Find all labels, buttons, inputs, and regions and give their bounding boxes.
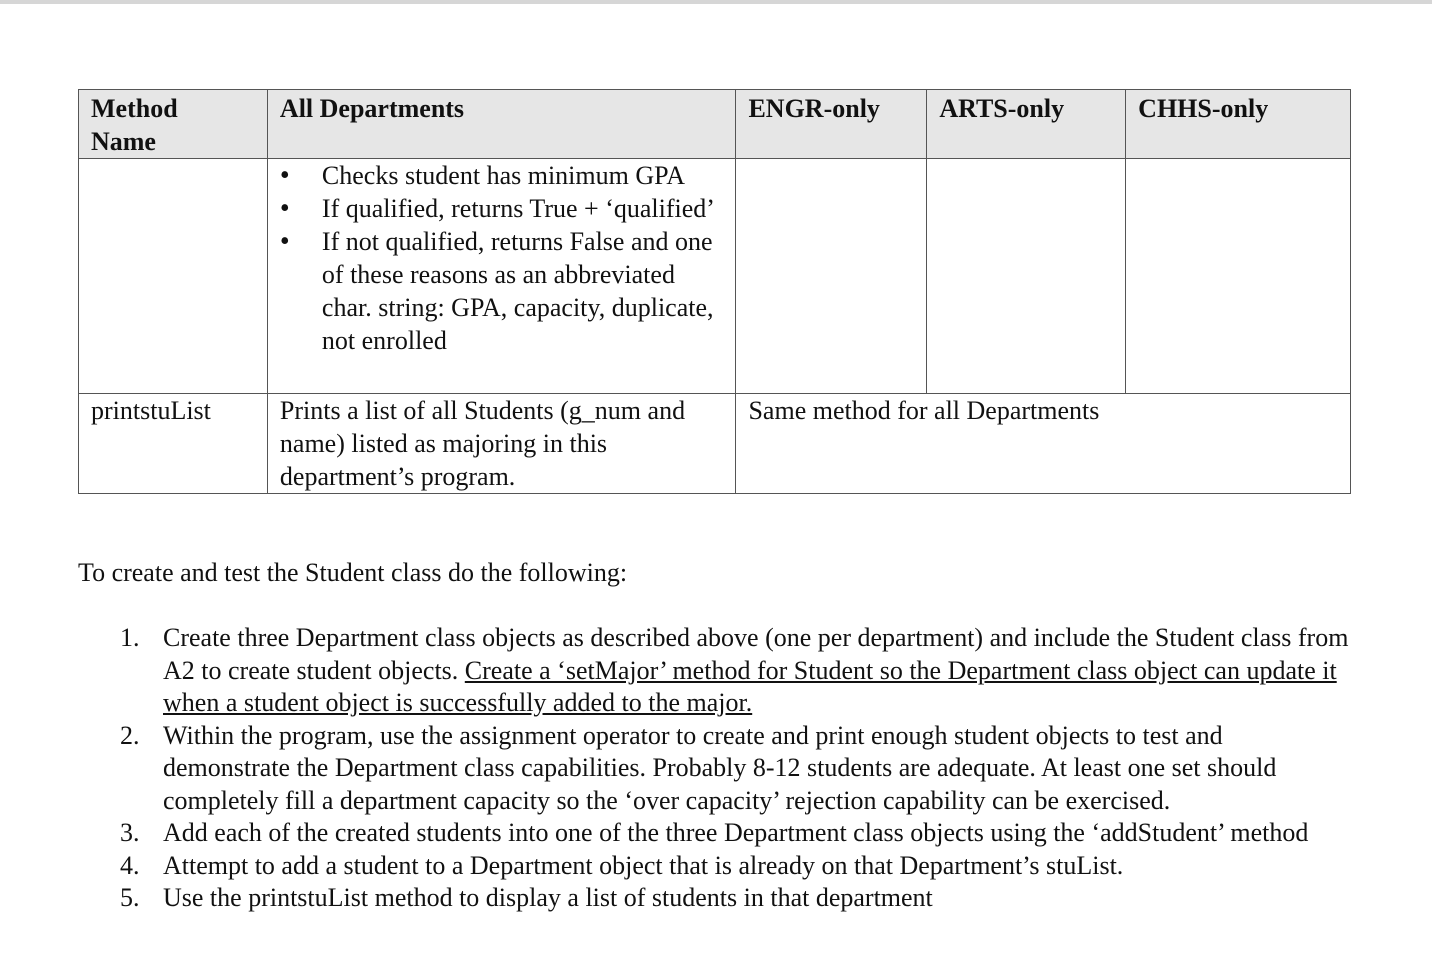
list-item [116, 720, 1356, 818]
header-method-name: Method Name [79, 90, 268, 159]
step-text: Create three Department class objects as described above (one per department) and include the Student class from A2 to create student objects. [163, 623, 1349, 685]
cell-shared-method: Same method for all Departments [736, 394, 1351, 494]
table-header-row [79, 90, 1351, 159]
list-item [116, 882, 1356, 915]
cell-arts-only [927, 159, 1126, 394]
list-item: • If not qualified, returns False and one of these reasons as an abbreviated char. string: GPA, capacity, duplicate, not enrolled [280, 225, 724, 357]
step-underlined-text: Create a ‘setMajor’ method for Student so the Department class object can update it when a student object is successfully added to the major. [163, 655, 1337, 717]
cell-method-name: printstuList [79, 394, 268, 494]
step-text: Within the program, use the assignment operator to create and print enough student objects to test and demonstrate the Department class capabilities. Probably 8-12 students are adequate. At least one set should completely fill a department capacity so the ‘over capacity’ rejection capability can be exercised. [163, 720, 1277, 815]
step-text: Add each of the created students into one of the three Department class objects using the ‘addStudent’ method [163, 818, 1309, 847]
header-arts-only: ARTS-only [927, 90, 1126, 159]
steps-list [116, 622, 1356, 915]
step-number: 5. [120, 883, 140, 912]
step-number: 4. [120, 850, 140, 880]
step-text: Attempt to add a student to a Department object that is already on that Department’s stuList. [163, 850, 1124, 880]
header-all-departments: All Departments [267, 90, 736, 159]
step-text: Use the printstuList method to display a list of students in that department [163, 883, 933, 912]
list-item [116, 850, 1356, 883]
intro-text: To create and test the Student class do the following: [78, 558, 628, 587]
header-engr-only: ENGR-only [736, 90, 927, 159]
step-number: 2. [120, 720, 140, 750]
cell-all-departments: Prints a list of all Students (g_num and name) listed as majoring in this department’s program. [267, 394, 736, 494]
list-item: • If qualified, returns True + ‘qualified’ [280, 192, 724, 225]
requirements-list [280, 159, 724, 357]
step-number: 1. [120, 623, 140, 652]
list-item [116, 622, 1356, 720]
list-item [116, 817, 1356, 850]
table-row [79, 394, 1351, 494]
cell-method-name [79, 159, 268, 394]
list-item: • Checks student has minimum GPA [280, 159, 724, 192]
header-chhs-only: CHHS-only [1126, 90, 1351, 159]
cell-engr-only [736, 159, 927, 394]
cell-chhs-only [1126, 159, 1351, 394]
top-border [0, 0, 1432, 4]
method-table [78, 89, 1351, 494]
step-number: 3. [120, 818, 140, 847]
table-row [79, 159, 1351, 394]
cell-all-departments [267, 159, 736, 394]
